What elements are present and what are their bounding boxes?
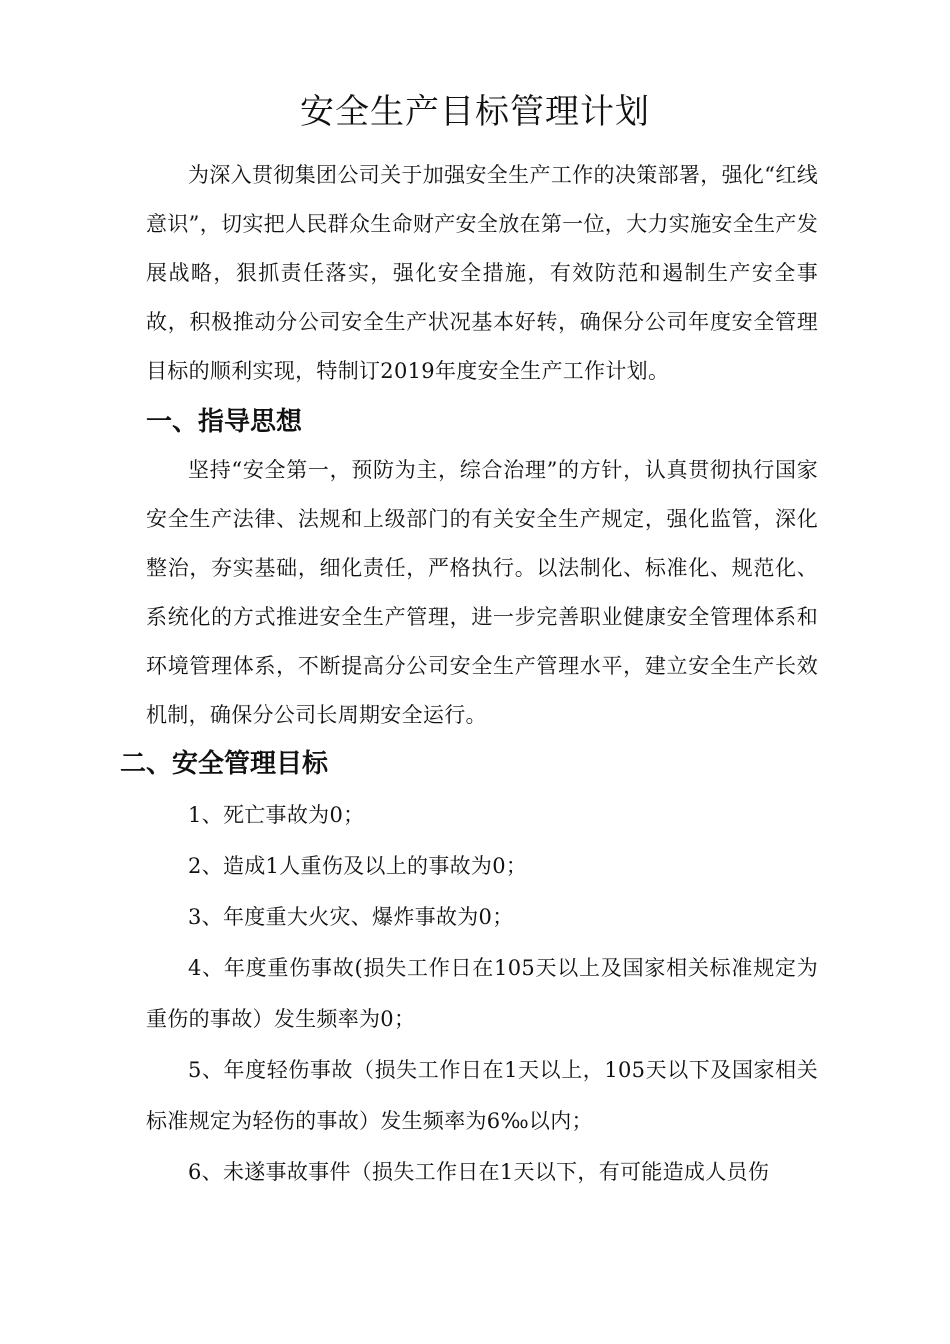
- goal-item: 3、年度重大火灾、爆炸事故为0；: [188, 905, 514, 929]
- goal-item: 4、年度重伤事故(损失工作日在105天以上及国家相关标准规定为重伤的事故）发生频率为0；: [146, 956, 818, 1031]
- goal-item: 5、年度轻伤事故（损失工作日在1天以上，105天以下及国家相关标准规定为轻伤的事故）发生频率为6‰以内；: [146, 1058, 818, 1133]
- goal-item: 2、造成1人重伤及以上的事故为0；: [188, 854, 528, 878]
- section-heading-guiding-ideology: 一、指导思想: [146, 407, 303, 437]
- goal-item: 6、未遂事故事件（损失工作日在1天以下，有可能造成人员伤: [188, 1160, 770, 1184]
- document-body: [120, 151, 818, 1198]
- document-title: 安全生产目标管理计划: [300, 92, 650, 132]
- goal-item: 1、死亡事故为0；: [188, 803, 365, 827]
- intro-paragraph: 为深入贯彻集团公司关于加强安全生产工作的决策部署，强化“红线意识”，切实把人民群众生命财产安全放在第一位，大力实施安全生产发展战略，狠抓责任落实，强化安全措施，有效防范和遏制生产安全事故，积极推动分公司安全生产状况基本好转，确保分公司年度安全管理目标的顺利实现，特制订2019年度安全生产工作计划。: [146, 163, 818, 383]
- section-heading-safety-goals: 二、安全管理目标: [120, 749, 329, 779]
- guiding-ideology-paragraph: 坚持“安全第一，预防为主，综合治理”的方针，认真贯彻执行国家安全生产法律、法规和上级部门的有关安全生产规定，强化监管，深化整治，夯实基础，细化责任，严格执行。以法制化、标准化、规范化、系统化的方式推进安全生产管理，进一步完善职业健康安全管理体系和环境管理体系，不断提高分公司安全生产管理水平，建立安全生产长效机制，确保分公司长周期安全运行。: [146, 458, 818, 727]
